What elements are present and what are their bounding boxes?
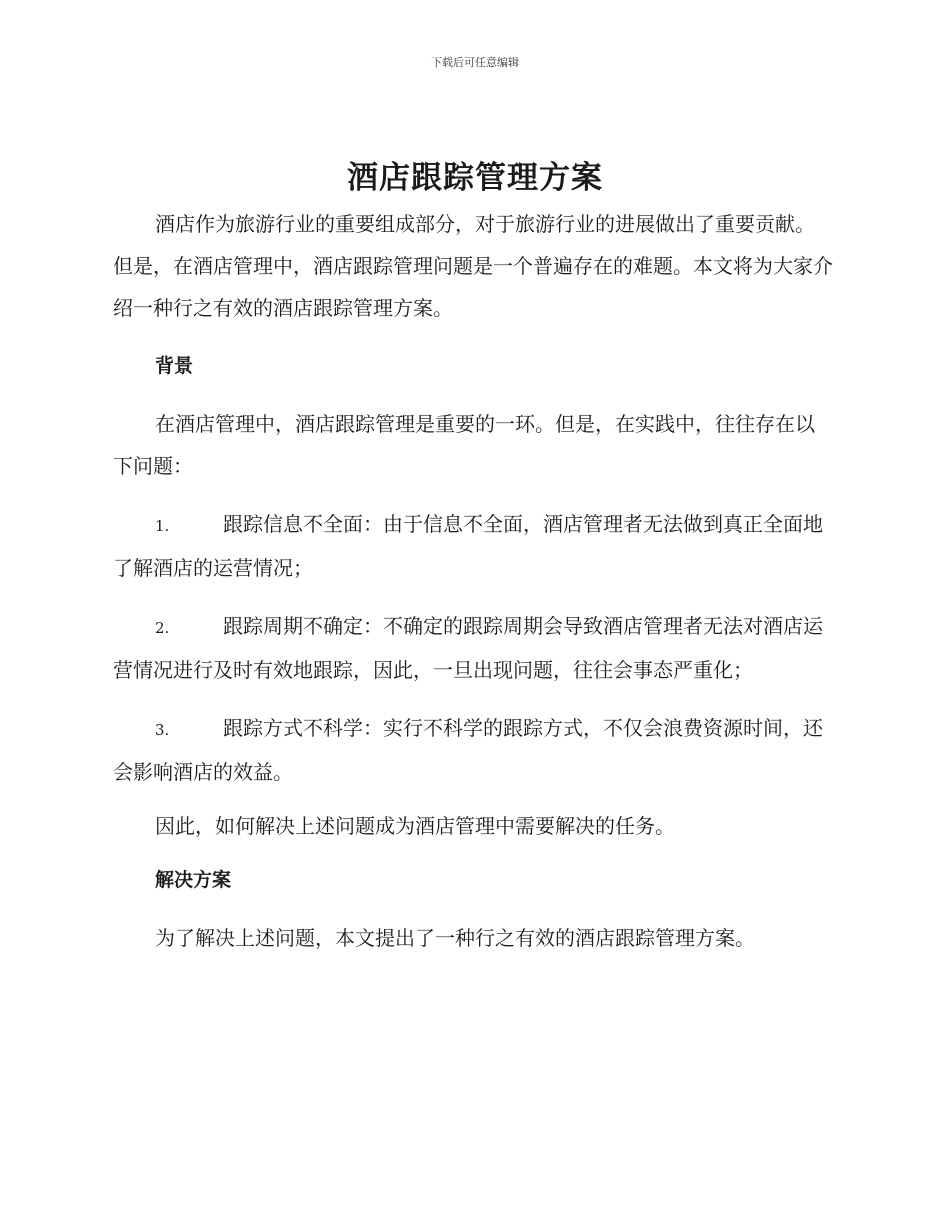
list-number: 1. <box>155 517 170 535</box>
background-paragraph: 在酒店管理中，酒店跟踪管理是重要的一环。但是，在实践中，往往存在以下问题： <box>113 412 815 478</box>
list-item <box>113 503 833 589</box>
document-body <box>113 203 833 959</box>
list-text: 跟踪周期不确定：不确定的跟踪周期会导致酒店管理者无法对酒店运营情况进行及时有效地跟踪，因此，一旦出现问题，往往会事态严重化； <box>113 614 823 682</box>
list-number: 3. <box>155 721 170 739</box>
list-item <box>113 605 833 691</box>
list-number: 2. <box>155 619 170 637</box>
conclusion-paragraph: 因此，如何解决上述问题成为酒店管理中需要解决的任务。 <box>155 814 675 838</box>
list-text: 跟踪信息不全面：由于信息不全面，酒店管理者无法做到真正全面地了解酒店的运营情况； <box>113 512 823 580</box>
background-heading: 背景 <box>155 355 194 377</box>
list-text: 跟踪方式不科学：实行不科学的跟踪方式，不仅会浪费资源时间，还会影响酒店的效益。 <box>113 716 823 784</box>
solution-heading: 解决方案 <box>155 869 232 891</box>
solution-paragraph: 为了解决上述问题，本文提出了一种行之有效的酒店跟踪管理方案。 <box>155 926 755 950</box>
intro-paragraph: 酒店作为旅游行业的重要组成部分，对于旅游行业的进展做出了重要贡献。但是，在酒店管理中，酒店跟踪管理问题是一个普遍存在的难题。本文将为大家介绍一种行之有效的酒店跟踪管理方案。 <box>113 212 833 320</box>
document-title: 酒店跟踪管理方案 <box>347 160 603 196</box>
header-note: 下载后可任意编辑 <box>431 56 519 69</box>
list-item <box>113 707 833 793</box>
